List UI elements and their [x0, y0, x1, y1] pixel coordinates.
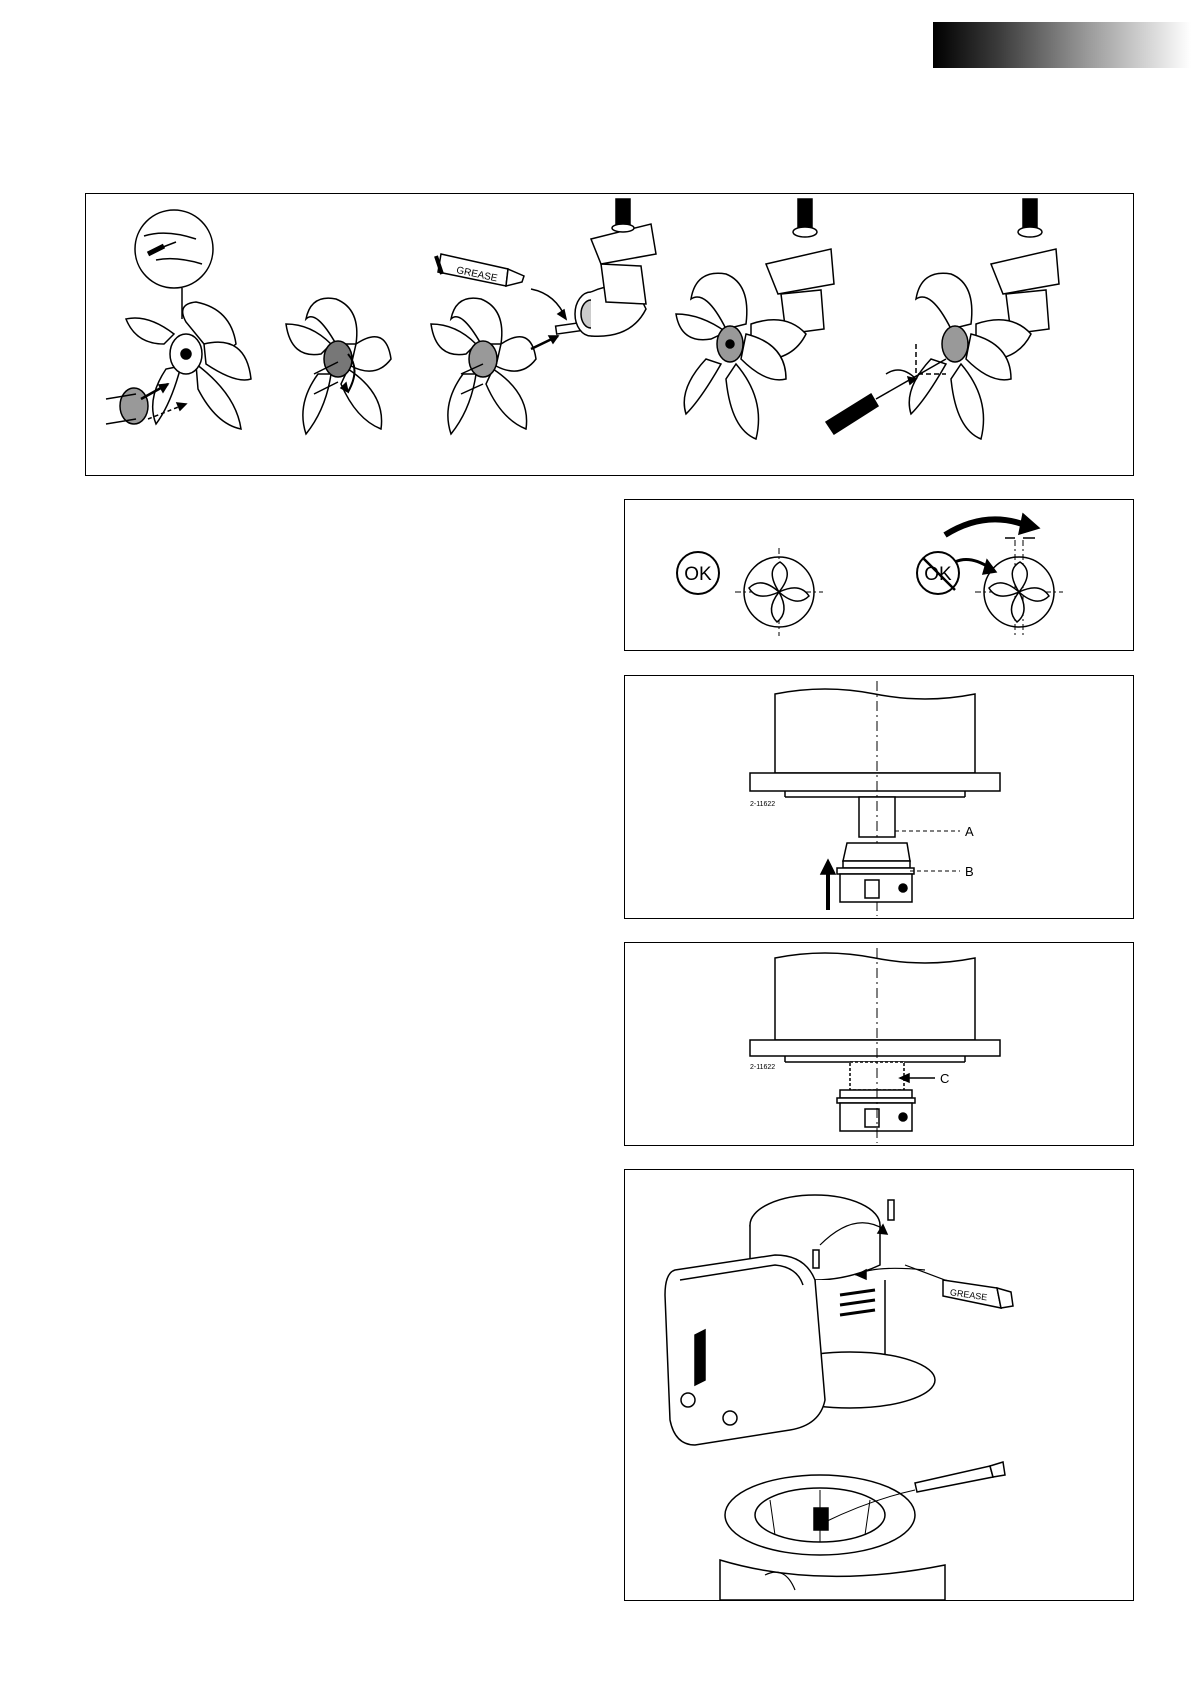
callout-a: A — [965, 824, 974, 839]
ok-example — [677, 548, 823, 636]
propeller-step-2 — [286, 298, 391, 434]
ok-label: OK — [684, 564, 712, 585]
coupling-mounted-illustration — [624, 942, 1134, 1146]
propeller-step-3 — [431, 199, 656, 434]
callout-b: B — [965, 864, 974, 879]
callout-c: C — [940, 1071, 950, 1086]
blade-orientation-illustration — [624, 499, 1134, 651]
drawing-number-1: 2-11622 — [750, 801, 776, 808]
propeller-step-5 — [826, 199, 1059, 439]
header-gradient-bar — [933, 22, 1191, 68]
coupling-assembly-illustration — [624, 675, 1134, 919]
propeller-step-1 — [106, 210, 251, 429]
grease-tube-label-motor: GREASE — [949, 1287, 988, 1303]
not-ok-example — [917, 514, 1063, 636]
not-ok-label: OK — [924, 564, 952, 585]
grease-tube-label: GREASE — [455, 265, 499, 285]
motor-greasing-illustration — [624, 1169, 1134, 1601]
drawing-number-2: 2-11622 — [750, 1064, 776, 1071]
propeller-step-4 — [676, 199, 834, 439]
propeller-mounting-illustration — [85, 193, 1134, 476]
